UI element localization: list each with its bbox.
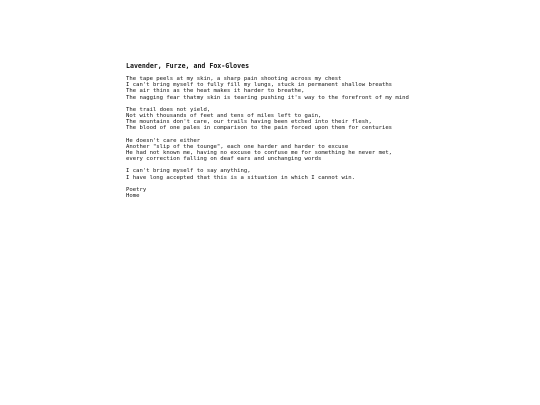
poem-title: Lavender, Furze, and Fox-Gloves [126, 62, 250, 70]
poem-line: every correction falling on deaf ears and unchanging words [126, 156, 322, 163]
poem-line: The blood of one pales in comparison to the pain forced upon them for centuries [126, 125, 393, 132]
poem-line: I can't bring myself to fully fill my lungs, stuck in permanent shallow breaths [126, 82, 393, 89]
poem-line: The air thins as the heat makes it harder to breathe, [126, 88, 305, 95]
stanza-3 [126, 138, 526, 163]
poem-content [126, 62, 526, 199]
poem-line: Not with thousands of feet and tens of miles left to gain, [126, 113, 322, 120]
poem-line: He had not known me, having no excuse to confuse me for something he never met, [126, 150, 393, 157]
footer-links [126, 187, 526, 199]
poem-line: The trail does not yield, [126, 106, 211, 113]
poem-line: The mountains don't care, our trails having been etched into their flesh, [126, 119, 372, 126]
poem-line: I have long accepted that this is a situation in which I cannot win. [126, 174, 356, 181]
poem-line: The nagging fear thatmy skin is tearing pushing it's way to the forefront of my mind [126, 94, 409, 101]
poetry-link[interactable]: Poetry [126, 186, 147, 193]
poem-line: The tape peels at my skin, a sharp pain shooting across my chest [126, 76, 342, 82]
stanza-2 [126, 107, 526, 132]
stanza-1 [126, 76, 526, 101]
poem-line: Another "slip of the tounge", each one harder and harder to excuse [126, 143, 349, 150]
stanza-4 [126, 168, 526, 180]
poem-line: He doesn't care either [126, 137, 201, 144]
home-link[interactable]: Home [126, 193, 140, 200]
poem-line: I can't bring myself to say anything, [126, 168, 251, 175]
